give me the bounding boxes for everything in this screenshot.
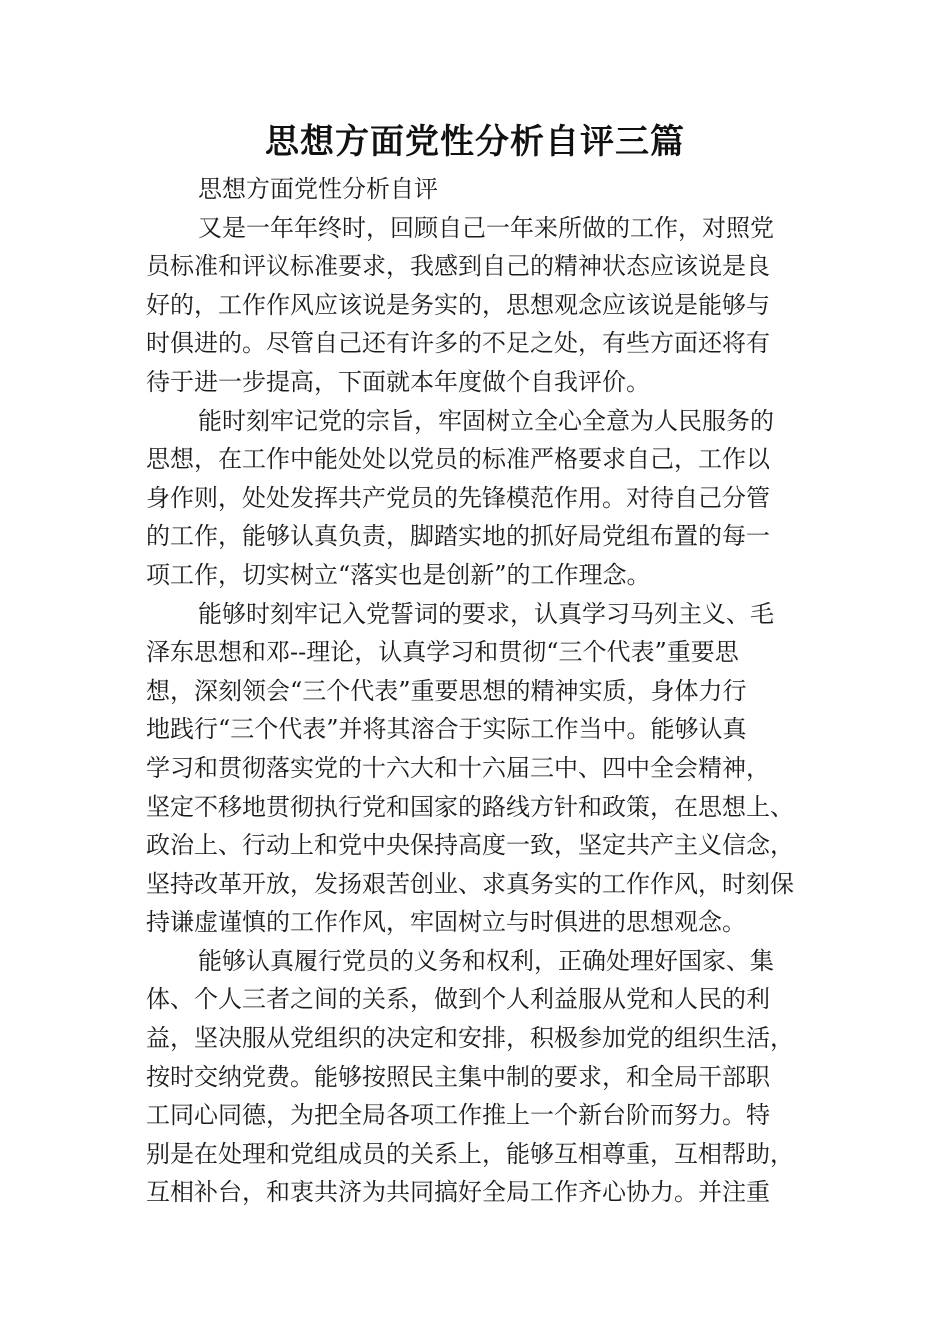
text-line: 想，深刻领会“三个代表”重要思想的精神实质，身体力行 bbox=[146, 676, 747, 705]
text-line: 思想，在工作中能处处以党员的标准严格要求自己，工作以 bbox=[146, 445, 770, 474]
document-body bbox=[146, 170, 814, 1212]
text-line: 待于进一步提高，下面就本年度做个自我评价。 bbox=[146, 367, 650, 396]
text-line: 好的，工作作风应该说是务实的，思想观念应该说是能够与 bbox=[146, 290, 770, 319]
text-line: 按时交纳党费。能够按照民主集中制的要求，和全局干部职 bbox=[146, 1062, 770, 1091]
text-line: 益，坚决服从党组织的决定和安排，积极参加党的组织生活， bbox=[146, 1024, 794, 1053]
text-line: 思想方面党性分析自评 bbox=[198, 175, 438, 203]
text-line: 持谦虚谨慎的工作作风，牢固树立与时俱进的思想观念。 bbox=[146, 908, 746, 937]
text-line: 政治上、行动上和党中央保持高度一致，坚定共产主义信念， bbox=[146, 831, 794, 860]
text-line: 时俱进的。尽管自己还有许多的不足之处，有些方面还将有 bbox=[146, 329, 770, 358]
text-line: 员标准和评议标准要求，我感到自己的精神状态应该说是良 bbox=[146, 252, 770, 281]
document-title: 思想方面党性分析自评三篇 bbox=[265, 122, 685, 162]
text-line: 坚定不移地贯彻执行党和国家的路线方针和政策，在思想上、 bbox=[146, 792, 794, 821]
text-line: 地践行“三个代表”并将其溶合于实际工作当中。能够认真 bbox=[146, 715, 747, 744]
text-line: 坚持改革开放，发扬艰苦创业、求真务实的工作作风，时刻保 bbox=[146, 869, 794, 898]
text-line: 体、个人三者之间的关系，做到个人利益服从党和人民的利 bbox=[146, 985, 770, 1014]
text-line: 别是在处理和党组成员的关系上，能够互相尊重，互相帮助， bbox=[146, 1139, 794, 1168]
text-line: 能够时刻牢记入党誓词的要求，认真学习马列主义、毛 bbox=[198, 599, 774, 628]
text-line: 工同心同德，为把全局各项工作推上一个新台阶而努力。特 bbox=[146, 1101, 770, 1130]
text-line: 项工作，切实树立“落实也是创新”的工作理念。 bbox=[146, 560, 651, 589]
text-line: 身作则，处处发挥共产党员的先锋模范作用。对待自己分管 bbox=[146, 483, 770, 512]
text-line: 能够认真履行党员的义务和权利，正确处理好国家、集 bbox=[198, 946, 774, 975]
text-line: 互相补台，和衷共济为共同搞好全局工作齐心协力。并注重 bbox=[146, 1178, 770, 1207]
text-line: 泽东思想和邓--理论，认真学习和贯彻“三个代表”重要思 bbox=[146, 638, 739, 667]
text-line: 能时刻牢记党的宗旨，牢固树立全心全意为人民服务的 bbox=[198, 406, 774, 435]
text-line: 的工作，能够认真负责，脚踏实地的抓好局党组布置的每一 bbox=[146, 522, 770, 551]
text-line: 又是一年年终时，回顾自己一年来所做的工作，对照党 bbox=[198, 213, 774, 242]
text-line: 学习和贯彻落实党的十六大和十六届三中、四中全会精神， bbox=[146, 753, 770, 782]
